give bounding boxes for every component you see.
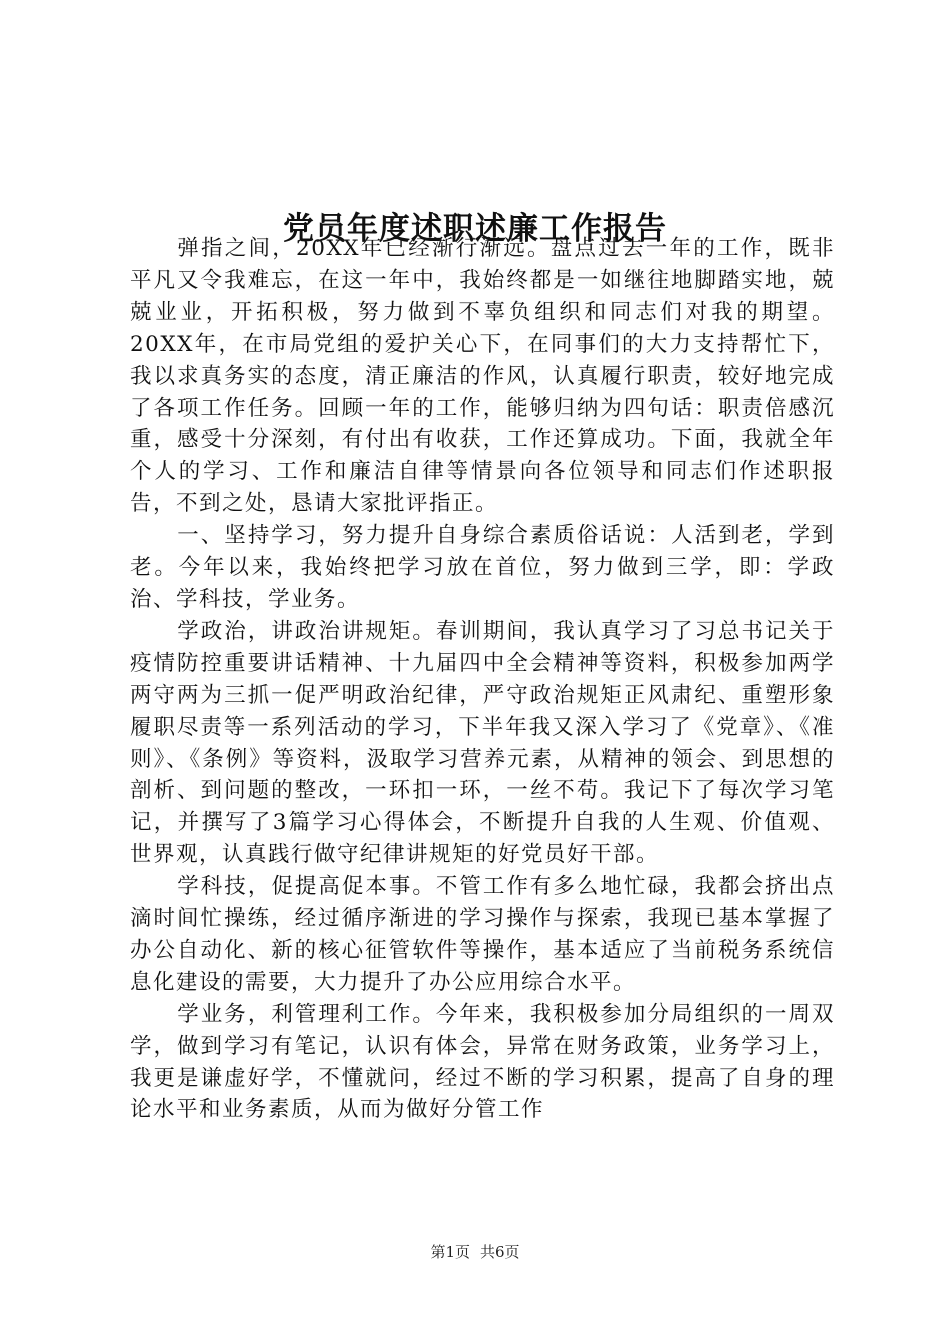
page-total: 共6页 xyxy=(480,1243,520,1261)
paragraph-study-politics: 学政治，讲政治讲规矩。春训期间，我认真学习了习总书记关于疫情防控重要讲话精神、十九届四中全会精神等资料，积极参加两学两守两为三抓一促严明政治纪律，严守政治规矩正风肃纪、重塑形象履职尽责等一系列活动的学习，下半年我又深入学习了《党章》、《准则》、《条例》等资料，汲取学习营养元素，从精神的领会、到思想的剖析、到问题的整改，一环扣一环，一丝不苟。我记下了每次学习笔记，并撰写了3篇学习心得体会，不断提升自我的人生观、价值观、世界观，认真践行做守纪律讲规矩的好党员好干部。 xyxy=(130,618,835,868)
paragraph-study-business: 学业务，利管理利工作。今年来，我积极参加分局组织的一周双学，做到学习有笔记，认识有体会，异常在财务政策，业务学习上，我更是谦虚好学，不懂就问，经过不断的学习积累，提高了自身的理论水平和业务素质，从而为做好分管工作 xyxy=(130,1001,835,1123)
document-body xyxy=(130,233,835,1126)
paragraph-intro: 弹指之间，20XX年已经渐行渐远。盘点过去一年的工作，既非平凡又令我难忘，在这一年中，我始终都是一如继往地脚踏实地，兢兢业业，开拓积极，努力做到不辜负组织和同志们对我的期望。20XX年，在市局党组的爱护关心下，在同事们的大力支持帮忙下，我以求真务实的态度，清正廉洁的作风，认真履行职责，较好地完成了各项工作任务。回顾一年的工作，能够归纳为四句话：职责倍感沉重，感受十分深刻，有付出有收获，工作还算成功。下面，我就全年个人的学习、工作和廉洁自律等情景向各位领导和同志们作述职报告，不到之处，恳请大家批评指正。 xyxy=(130,236,835,517)
document-title: 党员年度述职述廉工作报告 xyxy=(283,210,667,247)
page-footer xyxy=(0,1240,950,1264)
page-number: 第1页 xyxy=(430,1243,470,1261)
paragraph-study-technology: 学科技，促提高促本事。不管工作有多么地忙碌，我都会挤出点滴时间忙操练，经过循序渐进的学习操作与探索，我现已基本掌握了办公自动化、新的核心征管软件等操作，基本适应了当前税务系统信息化建设的需要，大力提升了办公应用综合水平。 xyxy=(130,874,835,995)
paragraph-section-one: 一、坚持学习，努力提升自身综合素质俗话说：人活到老，学到老。今年以来，我始终把学习放在首位，努力做到三学，即：学政治、学科技，学业务。 xyxy=(130,523,835,612)
